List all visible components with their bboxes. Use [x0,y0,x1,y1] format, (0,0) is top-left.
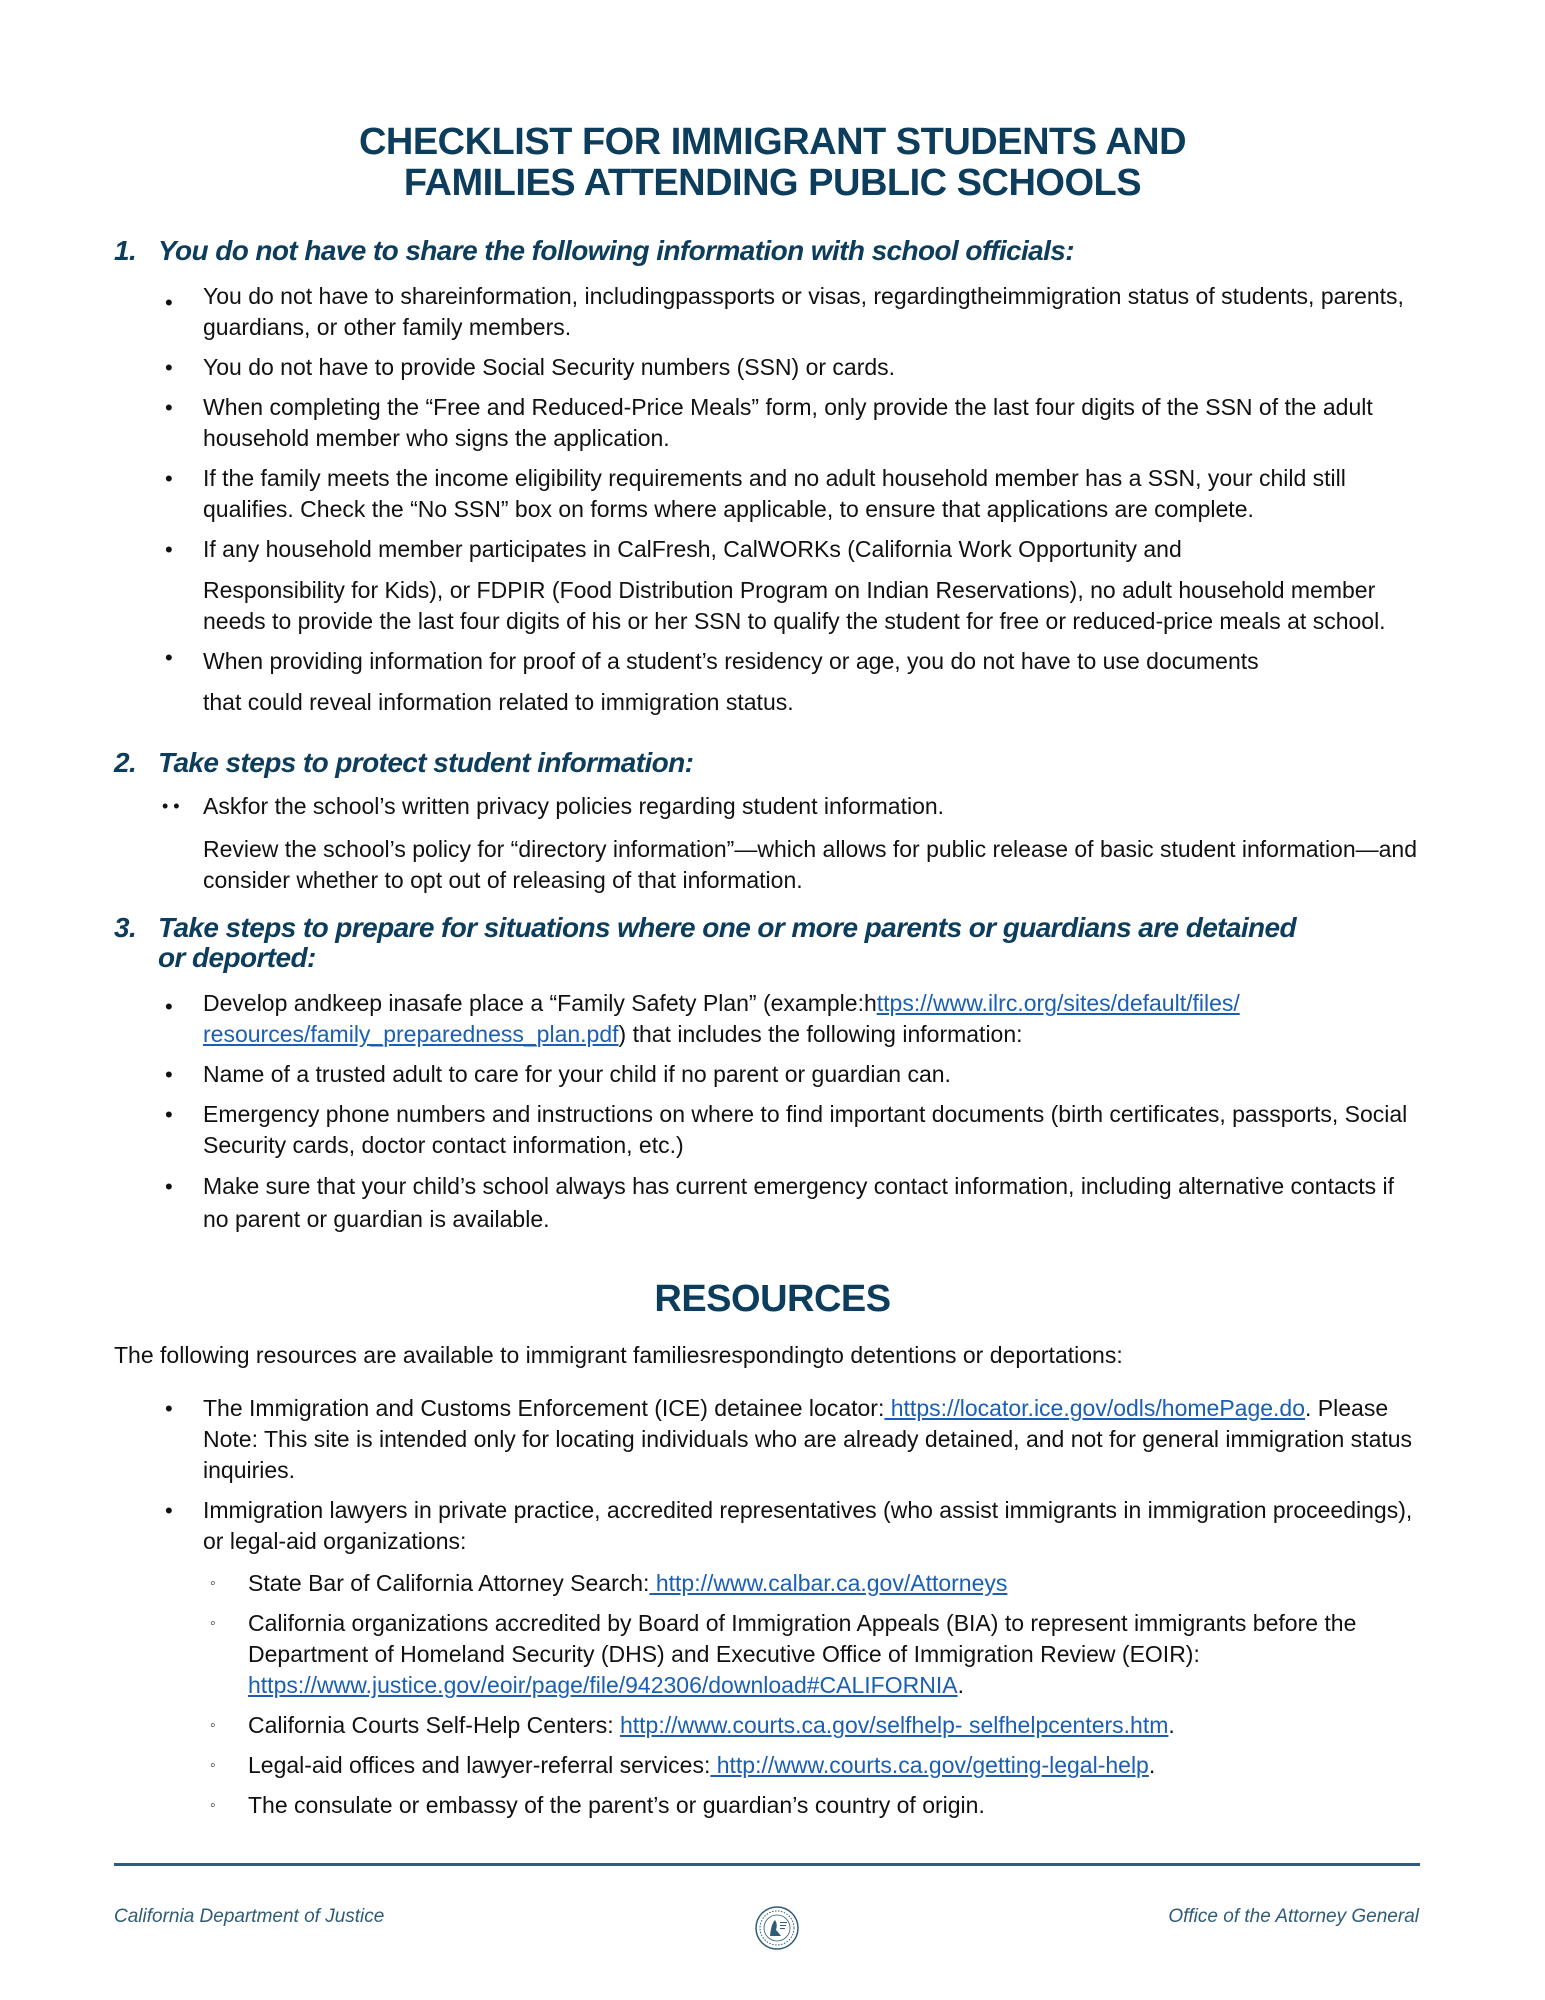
section-1-heading [114,236,1434,266]
section-1-list [165,281,1425,727]
list-item [165,1059,1425,1090]
footer-left-text: California Department of Justice [114,1906,385,1927]
list-item-text: Immigration lawyers in private practice, accredited representatives (who assist immigrants in immigration proceedings), or legal-aid organizations: [203,1497,1413,1554]
list-item-text: Review the school’s policy for “directory information”—which allows for public release of basic student information—and consider whether to opt out of releasing of that information. [203,836,1418,893]
bullet-icon: • [165,395,173,420]
selfhelp-centers-link[interactable]: http://www.courts.ca.gov/selfhelp- selfhelpcenters.htm [619,1712,1169,1738]
list-item-text: Emergency phone numbers and instructions on where to find important documents (birth certificates, passports, Social Security cards, doctor contact information, etc.) [203,1101,1408,1158]
list-item-text: When completing the “Free and Reduced-Price Meals” form, only provide the last four digits of the SSN of the adult household member who signs the application. [203,394,1373,451]
list-item-text: State Bar of California Attorney Search: [248,1570,650,1596]
list-item-text: Legal-aid offices and lawyer-referral services: [248,1752,711,1778]
list-item [165,352,1425,383]
section-3-list [165,988,1425,1245]
section-number: 3. [114,912,137,943]
list-item [165,1393,1425,1486]
bullet-icon: • [165,537,173,562]
list-item [165,463,1425,525]
list-item [165,534,1425,637]
legal-help-link[interactable]: http://www.courts.ca.gov/getting-legal-help [710,1752,1149,1778]
bullet-icon: • [165,1396,173,1421]
section-number: 2. [114,747,137,778]
list-item-text: Askfor the school’s written privacy policies regarding student information. [203,793,945,819]
list-item-text: When providing information for proof of a student’s residency or age, you do not have to use documents [203,648,1259,674]
list-item-text: California organizations accredited by Board of Immigration Appeals (BIA) to represent immigrants before the Department of Homeland Security (DHS) and Executive Office of Immigration Review (EOIR): [248,1610,1357,1667]
bullet-icon: • [165,1102,173,1127]
resources-title: RESOURCES [654,1278,891,1320]
bullet-icon: • [165,466,173,491]
sub-list-item [210,1608,1425,1701]
list-item-text: Name of a trusted adult to care for your child if no parent or guardian can. [203,1061,951,1087]
justice-gov-link[interactable]: https://www.justice.gov/eoir/page/file/942306/download#CALIFORNIA [248,1672,958,1698]
bullet-icon: • [165,1498,173,1523]
resources-list [165,1393,1425,1566]
list-item-text: If any household member participates in CalFresh, CalWORKs (California Work Opportunity and [203,536,1182,562]
list-item-text: The consulate or embassy of the parent’s or guardian’s country of origin. [248,1792,985,1818]
sub-bullet-icon: ◦ [210,1757,216,1774]
bullet-icon: • [165,290,173,315]
sub-list-item [210,1750,1425,1781]
sub-bullet-icon: ◦ [210,1797,216,1814]
section-heading-text: Take steps to prepare for situations where one or more parents or guardians are detained [158,912,1297,943]
section-heading-text: or deported: [158,942,316,973]
footer-divider [114,1863,1420,1866]
bullet-icon: • • [162,796,180,816]
list-item-text: Develop andkeep inasafe place a “Family Safety Plan” (example:h [203,990,877,1016]
family-safety-plan-link[interactable]: ttps://www.ilrc.org/sites/default/files/ resources/family_preparedness_plan.pdf [203,990,1240,1047]
calbar-link[interactable]: http://www.calbar.ca.gov/Attorneys [649,1570,1008,1596]
sub-list-item [210,1710,1425,1741]
resources-sublist [210,1568,1425,1830]
list-item-text: Make sure that your child’s school always has current emergency contact information, including alternative contacts if no parent or guardian is available. [203,1173,1395,1232]
list-item-text: If the family meets the income eligibility requirements and no adult household member has a SSN, your child still qualifies. Check the “No SSN” box on forms where applicable, to ensure that applications are complete. [203,465,1346,522]
sub-list-item [210,1790,1425,1821]
ice-locator-link[interactable]: https://locator.ice.gov/odls/homePage.do [884,1395,1306,1421]
section-number: 1. [114,235,137,266]
bullet-icon: • [165,645,173,670]
list-item-text: California Courts Self-Help Centers: [248,1712,620,1738]
bullet-icon: • [165,1174,173,1199]
list-item [165,834,1425,896]
sub-bullet-icon: ◦ [210,1717,216,1734]
list-item-text: You do not have to provide Social Security numbers (SSN) or cards. [203,354,896,380]
page-title [0,122,1545,204]
list-item [165,646,1425,718]
list-item [165,392,1425,454]
list-item-text: . [1148,1752,1156,1778]
footer-right-text: Office of the Attorney General [1168,1906,1419,1927]
sub-list-item [210,1568,1425,1599]
list-item-text: that could reveal information related to immigration status. [203,689,794,715]
title-line-2: FAMILIES ATTENDING PUBLIC SCHOOLS [403,162,1142,204]
sub-bullet-icon: ◦ [210,1615,216,1632]
list-item-text: Responsibility for Kids), or FDPIR (Food Distribution Program on Indian Reservations), no adult household member needs to provide the last four digits of his or her SSN to qualify the student for free or reduced-price meals at school. [203,577,1386,634]
section-2-list [162,791,1425,905]
list-item-text: . [1168,1712,1175,1738]
list-item-text: ) that includes the following information: [618,1021,1023,1047]
list-item [165,988,1425,1050]
list-item [165,1099,1425,1161]
sub-bullet-icon: ◦ [210,1575,216,1592]
list-item-text: The Immigration and Customs Enforcement (ICE) detainee locator: [203,1395,885,1421]
list-item [162,791,1425,822]
california-doj-seal-icon [755,1906,799,1950]
list-item [165,1495,1425,1557]
list-item [165,1170,1425,1236]
section-heading-text: Take steps to protect student information: [158,747,694,778]
bullet-icon: • [165,1062,173,1087]
bullet-icon: • [165,994,173,1019]
resources-intro: The following resources are available to immigrant familiesrespondingto detentions or deportations: [114,1342,1123,1368]
list-item-text: You do not have to shareinformation, includingpassports or visas, regardingtheimmigration status of students, parents, guardians, or other family members. [203,283,1404,340]
section-2-heading [114,748,1434,778]
bullet-icon: • [165,355,173,380]
list-item [165,281,1425,343]
section-heading-text: You do not have to share the following information with school officials: [158,235,1075,266]
list-item-text: . Please Note: This site is intended only for locating individuals who are already detained, and not for general immigration status inquiries. [203,1395,1413,1483]
section-3-heading [114,913,1434,973]
title-line-1: CHECKLIST FOR IMMIGRANT STUDENTS AND [358,121,1187,163]
list-item-text: . [957,1672,964,1698]
